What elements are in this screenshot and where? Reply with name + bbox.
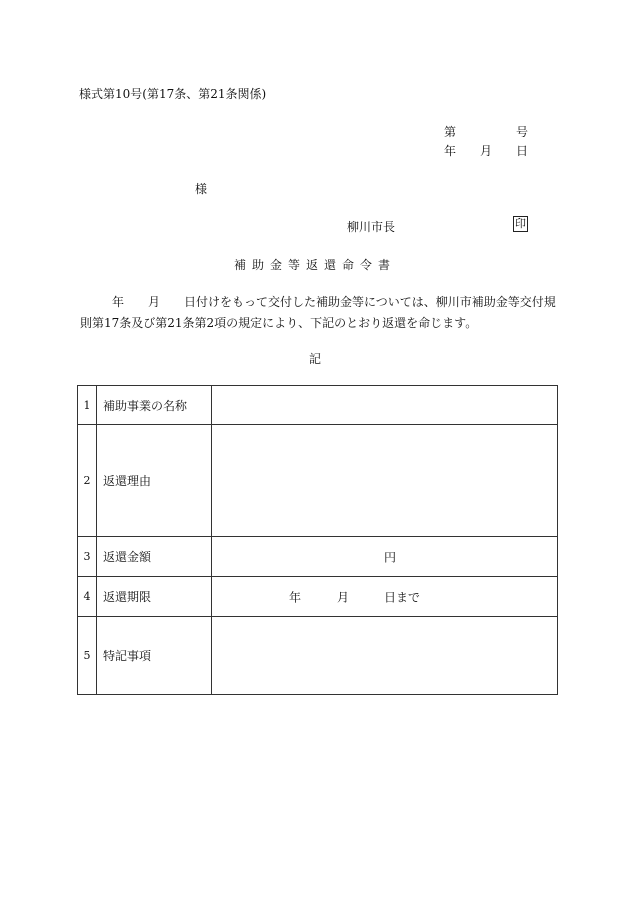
row-number: 5 [78, 617, 97, 695]
table-row [78, 617, 558, 695]
row-label: 補助事業の名称 [97, 386, 212, 425]
deadline-month: 月 [337, 590, 350, 604]
date-day: 日 [516, 144, 529, 158]
details-table [77, 385, 558, 695]
row-number: 4 [78, 577, 97, 617]
body-line-1: 年 月 日付けをもって交付した補助金等については、柳川市補助金等交付規 [112, 295, 556, 309]
number-suffix: 号 [516, 125, 529, 139]
date-year: 年 [444, 144, 457, 158]
table-row [78, 425, 558, 537]
form-number-label: 様式第10号(第17条、第21条関係) [79, 87, 267, 101]
issuer-title: 柳川市長 [347, 220, 396, 234]
deadline-year: 年 [289, 590, 302, 604]
row-label: 返還理由 [97, 425, 212, 537]
note-heading: 記 [308, 352, 321, 366]
return-reason-field[interactable] [212, 425, 558, 537]
document-title: 補助金等返還命令書 [233, 258, 396, 272]
row-number: 1 [78, 386, 97, 425]
special-notes-field[interactable] [212, 617, 558, 695]
date-month: 月 [480, 144, 493, 158]
body-line-2: 則第17条及び第21条第2項の規定により、下記のとおり返還を命じます。 [80, 316, 478, 330]
row-label: 返還金額 [97, 537, 212, 577]
table-row [78, 537, 558, 577]
row-number: 2 [78, 425, 97, 537]
row-label: 特記事項 [97, 617, 212, 695]
number-prefix: 第 [444, 125, 457, 139]
yen-unit: 円 [384, 550, 397, 564]
deadline-day: 日まで [384, 590, 421, 604]
table-row [78, 577, 558, 617]
body-paragraph [80, 292, 556, 334]
project-name-field[interactable] [212, 386, 558, 425]
seal-mark: 印 [515, 217, 526, 230]
table-row [78, 386, 558, 425]
row-number: 3 [78, 537, 97, 577]
row-label: 返還期限 [97, 577, 212, 617]
return-amount-field[interactable] [212, 537, 558, 577]
addressee-honorific: 様 [195, 182, 208, 196]
return-deadline-field[interactable] [212, 577, 558, 617]
